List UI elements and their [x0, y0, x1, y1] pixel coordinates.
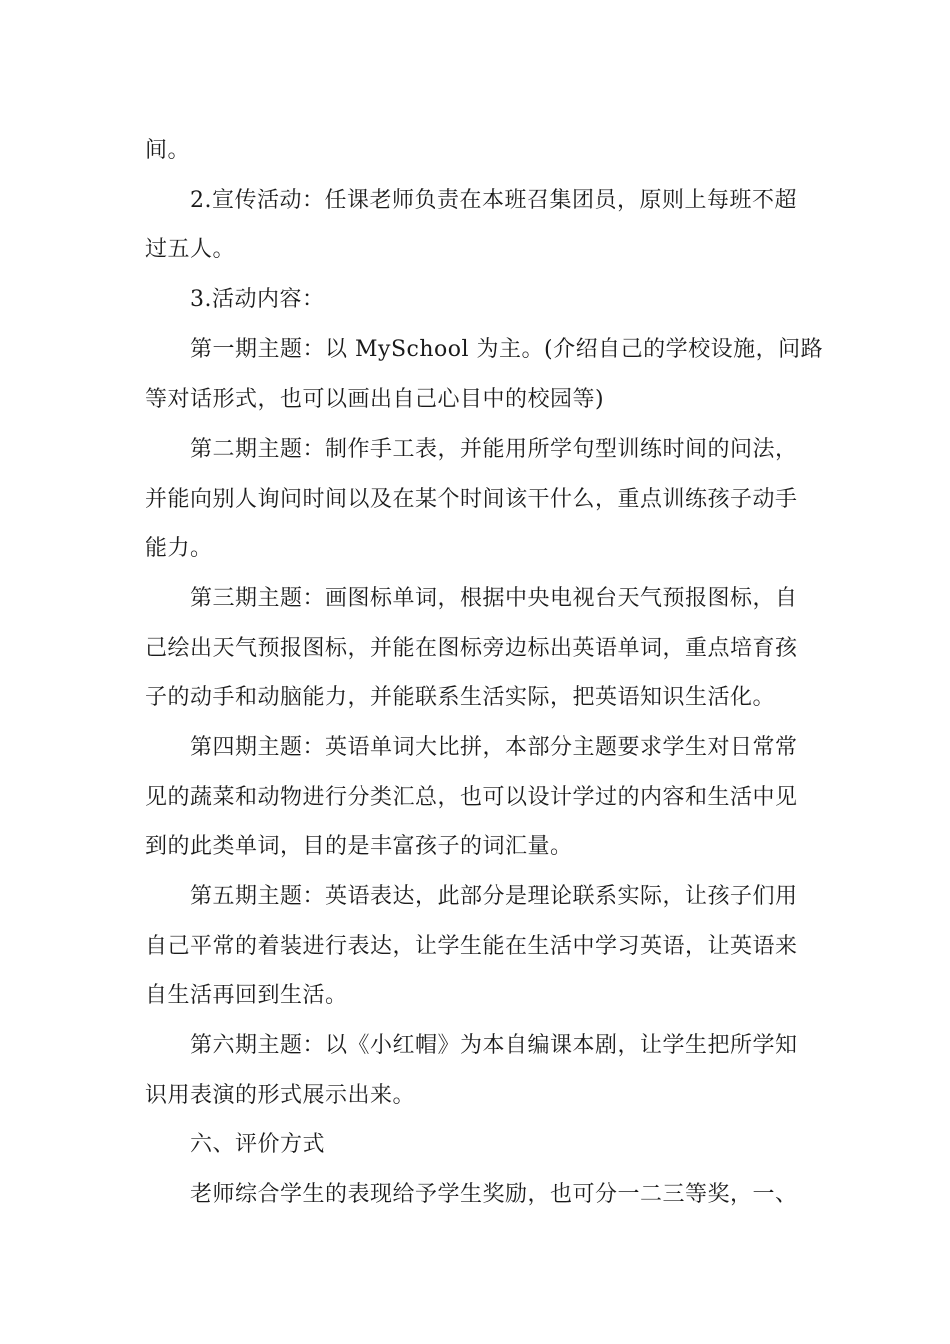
text-line: 第二期主题：制作手工表，并能用所学句型训练时间的问法，	[190, 437, 798, 462]
text-line: 第三期主题：画图标单词，根据中央电视台天气预报图标，自	[190, 586, 798, 611]
text-line: 能力。	[145, 536, 213, 561]
text-line: 到的此类单词，目的是丰富孩子的词汇量。	[145, 834, 573, 859]
text-line: 己绘出天气预报图标，并能在图标旁边标出英语单词，重点培育孩	[145, 636, 798, 661]
text-line: 间。	[145, 138, 191, 163]
text-line: 第五期主题：英语表达，此部分是理论联系实际，让孩子们用	[190, 884, 798, 909]
text-line: 等对话形式，也可以画出自己心目中的校园等)	[145, 387, 605, 412]
text-line: 并能向别人询问时间以及在某个时间该干什么，重点训练孩子动手	[145, 487, 798, 512]
text-line: 自生活再回到生活。	[145, 983, 348, 1008]
text-line: 识用表演的形式展示出来。	[145, 1083, 416, 1108]
text-line: 2.宣传活动：任课老师负责在本班召集团员，原则上每班不超	[190, 188, 797, 213]
section-heading: 六、评价方式	[190, 1132, 326, 1157]
text-line: 过五人。	[145, 237, 236, 262]
text-line: 自己平常的着装进行表达，让学生能在生活中学习英语，让英语来	[145, 934, 798, 959]
text-line: 老师综合学生的表现给予学生奖励，也可分一二三等奖，一、	[190, 1182, 798, 1207]
text-line: 第六期主题：以《小红帽》为本自编课本剧，让学生把所学知	[190, 1033, 798, 1058]
text-line: 3.活动内容：	[190, 287, 325, 312]
text-line: 第四期主题：英语单词大比拼，本部分主题要求学生对日常常	[190, 735, 798, 760]
text-line: 第一期主题：以 MySchool 为主。(介绍自己的学校设施，问路	[190, 337, 824, 362]
text-line: 子的动手和动脑能力，并能联系生活实际，把英语知识生活化。	[145, 685, 776, 710]
text-line: 见的蔬菜和动物进行分类汇总，也可以设计学过的内容和生活中见	[145, 785, 798, 810]
